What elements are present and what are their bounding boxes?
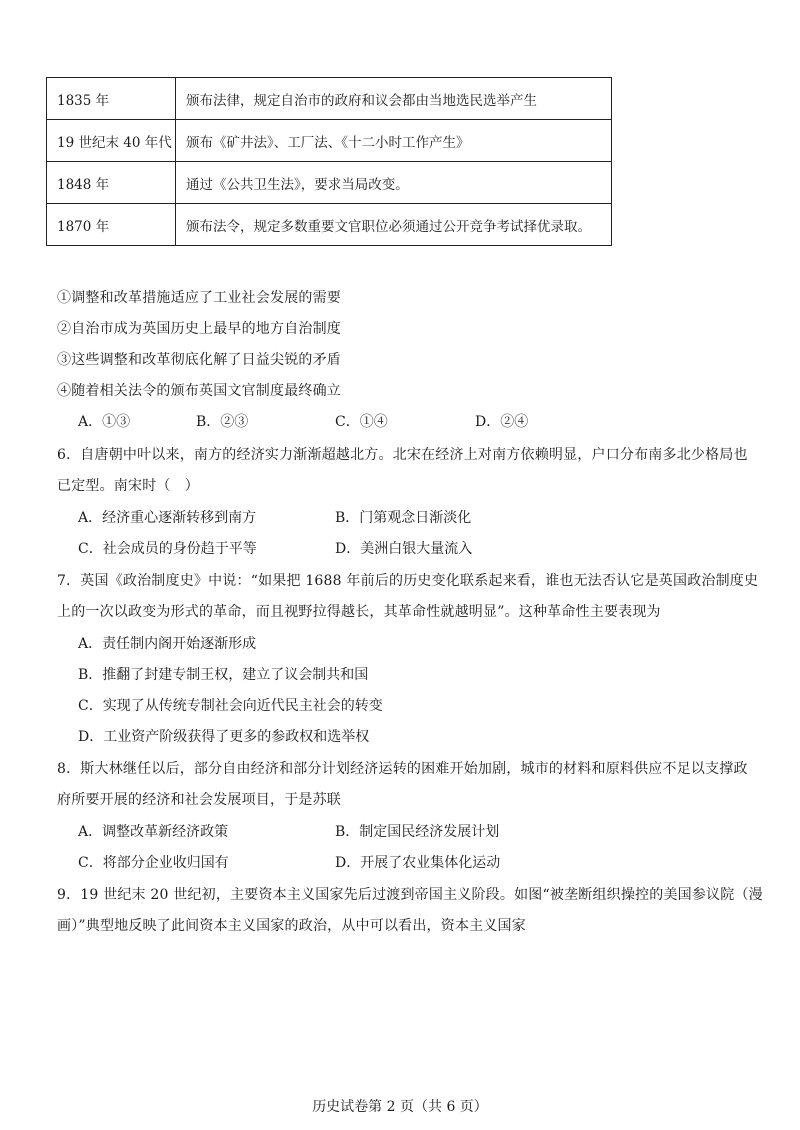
q7-option-c[interactable]: C．实现了从传统专制社会向近代民主社会的转变 xyxy=(78,698,383,714)
q7-option-d[interactable]: D．工业资产阶级获得了更多的参政权和选举权 xyxy=(78,729,370,745)
q5-option-a[interactable]: A．①③ xyxy=(78,414,131,430)
page-footer: 历史试卷第 2 页（共 6 页） xyxy=(312,1099,488,1115)
table-row xyxy=(47,162,612,204)
q8-stem-line-2: 府所要开展的经济和社会发展项目，于是苏联 xyxy=(57,792,341,808)
table-cell-year: 19 世纪末 40 年代 xyxy=(47,120,176,162)
table-cell-year: 1870 年 xyxy=(47,204,176,246)
table-row xyxy=(47,204,612,246)
q7-stem-line-2: 上的一次以政变为形式的革命，而且视野拉得越长，其革命性就越明显”。这种革命性主要表现为 xyxy=(57,604,661,620)
q8-option-a[interactable]: A．调整改革新经济政策 xyxy=(78,824,229,840)
q6-stem-line-2: 已定型。南宋时（ ） xyxy=(57,478,199,494)
q5-option-c[interactable]: C．①④ xyxy=(335,414,388,430)
table-row xyxy=(47,120,612,162)
q8-option-d[interactable]: D．开展了农业集体化运动 xyxy=(335,855,501,871)
q7-option-b[interactable]: B．推翻了封建专制王权，建立了议会制共和国 xyxy=(78,667,369,683)
table-cell-content: 通过《公共卫生法》，要求当局改变。 xyxy=(176,162,612,204)
table-cell-year: 1848 年 xyxy=(47,162,176,204)
q7-stem-line-1: 7．英国《政治制度史》中说：“如果把 1688 年前后的历史变化联系起来看，谁也无法否认它是英国政治制度史 xyxy=(57,573,759,589)
q7-option-a[interactable]: A．责任制内阁开始逐渐形成 xyxy=(78,636,257,652)
table-cell-content: 颁布《矿井法》、工厂法、《十二小时工作产生》 xyxy=(176,120,612,162)
q5-statement-3: ③这些调整和改革彻底化解了日益尖锐的矛盾 xyxy=(57,352,341,368)
table-cell-year: 1835 年 xyxy=(47,78,176,120)
q5-statement-1: ①调整和改革措施适应了工业社会发展的需要 xyxy=(57,290,341,306)
q5-option-b[interactable]: B．②③ xyxy=(196,414,249,430)
q6-option-c[interactable]: C．社会成员的身份趋于平等 xyxy=(78,541,257,557)
q8-stem-line-1: 8．斯大林继任以后，部分自由经济和部分计划经济运转的困难开始加剧，城市的材料和原料供应不足以支撑政 xyxy=(57,761,748,777)
q6-option-d[interactable]: D．美洲白银大量流入 xyxy=(335,541,473,557)
table-cell-content: 颁布法令，规定多数重要文官职位必须通过公开竞争考试择优录取。 xyxy=(176,204,612,246)
table-cell-content: 颁布法律，规定自治市的政府和议会都由当地选民选举产生 xyxy=(176,78,612,120)
q5-statement-4: ④随着相关法令的颁布英国文官制度最终确立 xyxy=(57,383,341,399)
q8-option-c[interactable]: C．将部分企业收归国有 xyxy=(78,855,229,871)
q5-option-d[interactable]: D．②④ xyxy=(475,414,529,430)
law-table xyxy=(46,77,612,246)
q8-option-b[interactable]: B．制定国民经济发展计划 xyxy=(335,824,500,840)
q5-statement-2: ②自治市成为英国历史上最早的地方自治制度 xyxy=(57,321,341,337)
q6-stem-line-1: 6．自唐朝中叶以来，南方的经济实力渐渐超越北方。北宋在经济上对南方依赖明显，户口分布南多北少格局也 xyxy=(57,447,748,463)
q6-option-b[interactable]: B．门第观念日渐淡化 xyxy=(335,510,472,526)
q6-option-a[interactable]: A．经济重心逐渐转移到南方 xyxy=(78,510,257,526)
table-row xyxy=(47,78,612,120)
q9-stem-line-2: 画）”典型地反映了此间资本主义国家的政治，从中可以看出，资本主义国家 xyxy=(57,918,526,934)
q9-stem-line-1: 9．19 世纪末 20 世纪初，主要资本主义国家先后过渡到帝国主义阶段。如图“被垄断组织操控的美国参议院（漫 xyxy=(57,887,763,903)
